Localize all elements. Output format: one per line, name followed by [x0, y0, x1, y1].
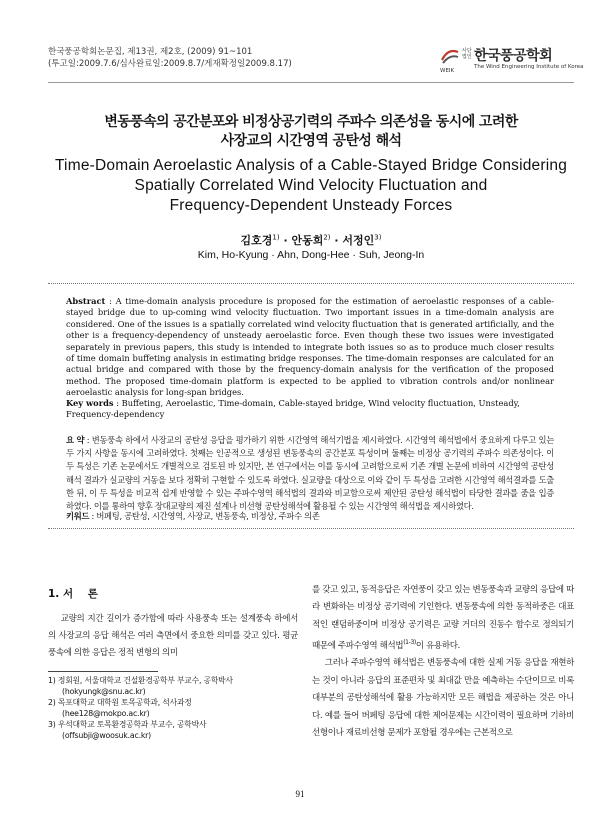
submission-dates: (투고일:2009.7.6/심사완료일:2009.8.7/게재확정일2009.8.17) — [48, 59, 292, 69]
logo-small-text: 사단 법인 — [462, 48, 472, 60]
body-left-column — [48, 611, 298, 662]
paragraph: 교량의 지간 길이가 증가함에 따라 사용풍속 또는 설계풍속 하에서의 사장교의 응답 해석은 여러 측면에서 중요한 의미를 갖고 있다. 평균풍속에 의한 응답은 정적 변형의 의미 — [48, 614, 298, 658]
society-logo — [440, 44, 584, 78]
footnote-3-email: (offsubji@woosuk.ac.kr) — [62, 730, 152, 740]
korean-abstract-label: 요 약 — [66, 435, 85, 445]
korean-keywords-text: : 버페팅, 공탄성, 시간영역, 사장교, 변동풍속, 비정상, 주파수 의존 — [91, 511, 320, 521]
english-title — [48, 156, 574, 216]
footnote-2-affiliation: 2) 목포대학교 대학원 토목공학과, 석사과정 — [48, 698, 192, 708]
footnote-1-affiliation: 1) 정회원, 서울대학교 건설환경공학부 부교수, 공학박사 — [48, 676, 233, 685]
page-number: 91 — [295, 789, 305, 799]
section-heading — [48, 586, 98, 601]
paragraph-text: 를 갖고 있고, 동적응답은 자연풍이 갖고 있는 변동풍속과 교량의 응답에 따라 변화하는 비정상 공기력에 기인한다. 변동풍속에 의한 동적하중은 대표적인 랜덤하중이며 비정상 공기력은 교량 거더의 진동수 함수로 정의되기 때문에 주파수영역 해석법 — [312, 585, 574, 652]
abstract-text: : A time-domain analysis procedure is proposed for the estimation of aeroelastic responses of a cable-stayed bridge due to up-coming wind velocity fluctuation. Two important issues in a time-domain analysis are considered. One of the issues is a spatially correlated wind velocity fluctuation that is generated artificially, and the other is a frequency-dependency of unsteady aeroelastic force. Even though these two issues were investigated separately in previous papers, this study is intended to integrate both issues so as to produce much closer results of time domain buffeting analysis in estimating bridge responses. The time-domain responses are calculated for an actual bridge and compared with those by the frequency-domain analysis for the verification of the proposed method. The proposed time-domain platform is expected to be applied to vibration controls and/or nonlinear aeroelastic analysis for long-span bridges. — [66, 296, 554, 398]
author-3-affil: 3) — [374, 233, 382, 242]
paragraph — [312, 582, 574, 655]
citation: (1-3) — [403, 639, 416, 647]
footnote-2 — [48, 698, 308, 719]
korean-title-line1: 변동풍속의 공간분포와 비정상공기력의 주파수 의존성을 동시에 고려한 — [104, 114, 518, 130]
abstract-label: Abstract — [66, 296, 106, 306]
body-right-column — [312, 582, 574, 742]
journal-citation: 한국풍공학회논문집, 제13권, 제2호, (2009) 91~101 — [48, 47, 253, 57]
author-2: 안동희 — [291, 234, 324, 247]
keywords-label: Key words — [66, 398, 114, 408]
paragraph: 그러나 주파수영역 해석법은 변동풍속에 대한 실제 거동 응답을 재현하는 것이 아니라 응답의 표준편차 및 최대값 만을 예측하는 수단이므로 비록 대부분의 공탄성해석에 활용 가능하지만 모든 해법을 제공하는 것은 아니다. 예를 들어 버페팅 응답에 대한 제어문제는 시간이력이 필요하며 기하비선형이나 재료비선형 문제가 포함될 경우에는 근본적으로 — [312, 658, 574, 739]
footnote-divider — [48, 671, 158, 672]
author-1: 김호경 — [240, 234, 273, 247]
footnote-1-email: (hokyungk@snu.ac.kr) — [62, 686, 146, 696]
korean-title — [48, 113, 574, 151]
journal-info — [48, 46, 292, 70]
abstract-bottom-divider — [48, 528, 574, 529]
korean-keywords-label: 키워드 — [66, 511, 90, 521]
paragraph-text-end: 이 유용하다. — [415, 641, 460, 652]
logo-abbreviation: WEIK — [440, 68, 455, 74]
korean-abstract-text: : 변동풍속 하에서 사장교의 공탄성 응답을 평가하기 위한 시간영역 해석기법을 제시하였다. 시간영역 해석법에서 중요하게 다루고 있는 두 가지 사항을 동시에 고려하였다. 첫째는 인공적으로 생성된 변동풍속의 공간분포 특성이며 둘째는 비정상 공기력의 주파수 의존성이다. 이 두 특성은 기존 논문에서도 개별적으로 검토된 바 있지만, 본 연구에서는 이를 동시에 고려함으로써 기존 개별 논문에 비하여 시간영역 공탄성 해석 결과가 실교량의 거동을 보다 정확히 구현할 수 있도록 하였다. 실교량을 대상으로 이와 같이 두 특성을 고려한 시간영역 해석결과를 도출한 뒤, 이 두 특성을 비교적 쉽게 반영할 수 있는 주파수영역 해석법의 결과와 비교함으로써 제안된 공탄성 해석법이 타당한 결과를 줌을 입증하였다. 이를 통하여 향후 장대교량의 제진 설계나 비선형 공탄성해석에 활용될 수 있는 시간영역 해석법을 제시하였다. — [66, 435, 554, 512]
keywords — [66, 398, 554, 421]
author-sep: · — [330, 234, 343, 247]
logo-english-name: The Wind Engineering Institute of Korea — [474, 64, 584, 70]
abstract-top-divider — [48, 283, 574, 284]
section-title: 서 론 — [62, 588, 98, 600]
english-title-line3: Frequency-Dependent Unsteady Forces — [169, 197, 453, 214]
korean-title-line2: 사장교의 시간영역 공탄성 해석 — [220, 133, 402, 149]
header-divider — [48, 82, 574, 83]
wind-logo-icon — [440, 46, 460, 66]
footnotes — [48, 676, 308, 743]
korean-keywords — [66, 510, 554, 522]
author-sep: · — [279, 234, 292, 247]
abstract — [66, 296, 554, 399]
author-3: 서정인 — [342, 234, 375, 247]
korean-abstract — [66, 434, 554, 513]
footnote-3 — [48, 720, 308, 741]
author-1-affil: 1) — [272, 233, 280, 242]
footnote-1 — [48, 676, 308, 697]
section-number: 1. — [48, 588, 60, 600]
footnote-2-email: (hee128@mokpo.ac.kr) — [62, 708, 150, 718]
logo-korean-name: 한국풍공학회 — [474, 48, 553, 64]
author-2-affil: 2) — [323, 233, 331, 242]
keywords-text: : Buffeting, Aeroelastic, Time-domain, Cable-stayed bridge, Wind velocity fluctuation, Unsteady, Frequency-dependency — [66, 398, 520, 420]
english-title-line1: Time-Domain Aeroelastic Analysis of a Cable-Stayed Bridge Considering — [54, 157, 568, 174]
korean-authors — [48, 232, 574, 248]
english-title-line2: Spatially Correlated Wind Velocity Fluctuation and — [134, 177, 488, 194]
english-authors: Kim, Ho-Kyung · Ahn, Dong-Hee · Suh, Jeong-In — [197, 249, 425, 261]
footnote-3-affiliation: 3) 우석대학교 토목환경공학과 부교수, 공학박사 — [48, 720, 207, 730]
